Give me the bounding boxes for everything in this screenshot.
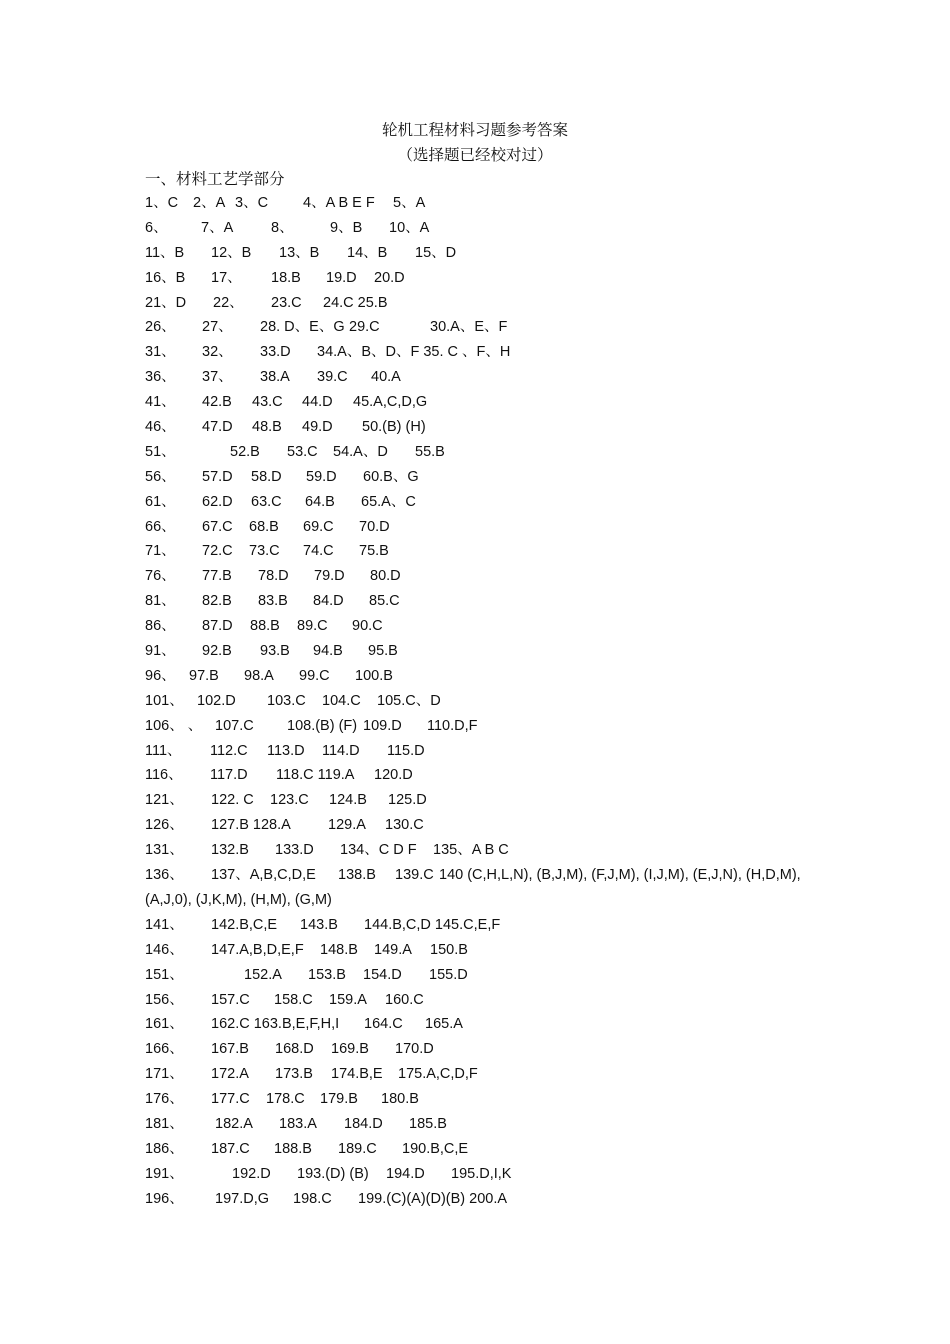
answer-item: 143.B (300, 916, 338, 933)
answer-item: 157.C (211, 991, 250, 1008)
answer-item: 126、 (145, 817, 184, 834)
answer-item: 164.C (364, 1016, 403, 1033)
answer-item: 19.D (326, 269, 357, 286)
answer-item: 131、 (145, 842, 184, 859)
answer-line (145, 913, 825, 938)
answer-item: 16、B (145, 269, 186, 286)
answer-item: 22、 (213, 294, 244, 311)
answer-line (145, 1137, 825, 1162)
answer-line (145, 988, 825, 1013)
answer-item: 33.D (260, 344, 291, 361)
answer-line (145, 863, 825, 888)
answer-line (145, 191, 825, 216)
answer-item: 199.(C)(A)(D)(B) 200.A (358, 1190, 508, 1207)
answer-item: 165.A (425, 1016, 463, 1033)
answer-item: 26、 (145, 319, 176, 336)
answer-item: 15、D (415, 244, 457, 261)
answer-item: 148.B (320, 941, 358, 958)
answer-item: 46、 (145, 419, 176, 436)
answer-item: 47.D (202, 419, 233, 436)
answer-item: 77.B (202, 568, 232, 585)
answer-item: 173.B (275, 1066, 313, 1083)
answer-item: 193.(D) (B) (297, 1165, 369, 1182)
answer-item: 69.C (303, 518, 334, 535)
answer-item: 158.C (274, 991, 313, 1008)
answer-item: 55.B (415, 443, 445, 460)
answer-item: 140 (C,H,L,N), (B,J,M), (F,J,M), (I,J,M), (E,J,N), (H,D,M), (439, 867, 801, 884)
answer-item: 185.B (409, 1115, 447, 1132)
answer-item: 54.A、D (333, 443, 388, 460)
answer-item: 155.D (429, 966, 468, 983)
answer-item: 51、 (145, 443, 176, 460)
answer-item: 60.B、G (363, 468, 419, 485)
answer-item: 106、 、 (145, 717, 203, 734)
answer-item: 67.C (202, 518, 233, 535)
answer-item: 56、 (145, 468, 176, 485)
answer-line (145, 589, 825, 614)
answer-line (145, 340, 825, 365)
answer-line (145, 266, 825, 291)
answer-item: 62.D (202, 493, 233, 510)
answer-item: 122. C (211, 792, 254, 809)
answer-item: 50.(B) (H) (362, 419, 426, 436)
answer-item: 177.C (211, 1091, 250, 1108)
answer-line (145, 888, 825, 913)
answer-line (145, 763, 825, 788)
answer-item: 192.D (232, 1165, 271, 1182)
answer-item: 78.D (258, 568, 289, 585)
answer-item: 34.A、B、D、F 35. C 、F、H (317, 344, 511, 361)
answer-item: 39.C (317, 369, 348, 386)
answer-item: 133.D (275, 842, 314, 859)
answer-item: 110.D,F (427, 717, 478, 734)
answer-item: 38.A (260, 369, 290, 386)
answer-item: 186、 (145, 1140, 184, 1157)
answer-item: 168.D (275, 1041, 314, 1058)
answer-item: 109.D (363, 717, 402, 734)
answer-item: 183.A (279, 1115, 317, 1132)
answer-item: 79.D (314, 568, 345, 585)
answer-line (145, 465, 825, 490)
answer-line (145, 539, 825, 564)
answer-item: 4、A B E F (303, 195, 375, 211)
answer-item: 132.B (211, 842, 249, 859)
answer-item: 86、 (145, 618, 176, 635)
answer-item: 59.D (306, 468, 337, 485)
answer-item: 75.B (359, 543, 389, 560)
answer-line (145, 963, 825, 988)
answer-item: 141、 (145, 916, 184, 933)
answer-item: 129.A (328, 817, 366, 834)
answer-item: 166、 (145, 1041, 184, 1058)
answer-item: 176、 (145, 1091, 184, 1108)
answer-item: 17、 (211, 269, 242, 286)
answer-item: 127.B 128.A (211, 817, 291, 834)
answer-line (145, 689, 825, 714)
answer-line (145, 515, 825, 540)
answer-item: 84.D (313, 593, 344, 610)
answer-item: 95.B (368, 643, 398, 660)
answer-item: 91、 (145, 643, 176, 660)
answer-item: 2、A (193, 195, 226, 211)
answer-item: 135、A B C (433, 842, 509, 859)
answer-item: 13、B (279, 244, 320, 261)
answer-item: 20.D (374, 269, 405, 286)
answer-item: 147.A,B,D,E,F (211, 941, 304, 958)
answer-item: 23.C (271, 294, 302, 311)
answer-item: 121、 (145, 792, 184, 809)
answer-line (145, 938, 825, 963)
answer-item: 137、A,B,C,D,E (211, 867, 316, 884)
answer-item: 118.C 119.A (276, 767, 355, 784)
answer-list (145, 191, 825, 1212)
answer-item: 63.C (251, 493, 282, 510)
answer-line (145, 315, 825, 340)
answer-item: 107.C (215, 717, 254, 734)
answer-item: 191、 (145, 1165, 184, 1182)
answer-item: 194.D (386, 1165, 425, 1182)
answer-item: 21、D (145, 294, 187, 311)
answer-item: 120.D (374, 767, 413, 784)
answer-item: 36、 (145, 369, 176, 386)
answer-item: 175.A,C,D,F (398, 1066, 478, 1083)
answer-item: 142.B,C,E (211, 916, 278, 933)
answer-item: 114.D (322, 742, 360, 759)
answer-item: 160.C (385, 991, 424, 1008)
answer-item: 99.C (299, 667, 330, 684)
answer-item: 74.C (303, 543, 334, 560)
answer-item: 172.A (211, 1066, 249, 1083)
answer-item: 104.C (322, 692, 361, 709)
answer-item: 161、 (145, 1016, 184, 1033)
answer-item: 73.C (249, 543, 280, 560)
answer-item: 153.B (308, 966, 346, 983)
answer-item: 112.C (210, 742, 248, 759)
answer-item: 196、 (145, 1190, 184, 1207)
answer-line (145, 440, 825, 465)
answer-item: 190.B,C,E (402, 1140, 469, 1157)
answer-item: 130.C (385, 817, 424, 834)
answer-item: 151、 (145, 966, 184, 983)
answer-item: 76、 (145, 568, 176, 585)
answer-line (145, 564, 825, 589)
answer-item: 68.B (249, 518, 279, 535)
answer-item: 80.D (370, 568, 401, 585)
answer-item: 116、 (145, 767, 183, 784)
answer-item: 124.B (329, 792, 367, 809)
answer-item: 184.D (344, 1115, 383, 1132)
answer-item: 198.C (293, 1190, 332, 1207)
answer-item: 14、B (347, 244, 388, 261)
answer-line (145, 788, 825, 813)
answer-item: 171、 (145, 1066, 184, 1083)
answer-item: 92.B (202, 643, 232, 660)
answer-item: 170.D (395, 1041, 434, 1058)
answer-item: 108.(B) (F) (287, 717, 358, 734)
answer-line (145, 1062, 825, 1087)
answer-item: 187.C (211, 1140, 250, 1157)
answer-item: 115.D (387, 742, 425, 759)
answer-item: 18.B (271, 269, 301, 286)
answer-item: 5、A (393, 195, 426, 211)
answer-line (145, 739, 825, 764)
answer-item: 149.A (374, 941, 412, 958)
answer-item: 37、 (202, 369, 233, 386)
answer-item: 83.B (258, 593, 288, 610)
answer-item: 72.C (202, 543, 233, 560)
answer-item: 152.A (244, 966, 282, 983)
answer-item: 44.D (302, 394, 333, 411)
answer-item: 31、 (145, 344, 176, 361)
answer-line (145, 639, 825, 664)
section-heading: 一、材料工艺学部分 (145, 170, 285, 188)
answer-item: 179.B (320, 1091, 358, 1108)
answer-line (145, 365, 825, 390)
answer-item: 45.A,C,D,G (353, 394, 428, 411)
answer-item: 159.A (329, 991, 367, 1008)
answer-item: 32、 (202, 344, 233, 361)
answer-item: 71、 (145, 543, 176, 560)
answer-item: 189.C (338, 1140, 377, 1157)
answer-item: 66、 (145, 518, 176, 535)
answer-line (145, 714, 825, 739)
answer-item: 100.B (355, 667, 393, 684)
document-title: 轮机工程材料习题参考答案 (381, 121, 568, 139)
answer-line (145, 1012, 825, 1037)
answer-item: 87.D (202, 618, 233, 635)
answer-item: 42.B (202, 394, 232, 411)
answer-item: 150.B (430, 941, 468, 958)
answer-line (145, 664, 825, 689)
answer-item: 103.C (267, 692, 306, 709)
answer-item: 1、C (145, 195, 179, 211)
answer-item: 8、 (271, 219, 294, 236)
answer-item: 188.B (274, 1140, 312, 1157)
answer-item: 58.D (251, 468, 282, 485)
answer-item: 11、B (145, 244, 185, 261)
answer-item: (A,J,0), (J,K,M), (H,M), (G,M) (145, 891, 332, 908)
answer-item: 123.C (270, 792, 309, 809)
answer-item: 197.D,G (215, 1190, 269, 1207)
answer-line (145, 291, 825, 316)
answer-item: 3、C (235, 195, 269, 211)
answer-line (145, 614, 825, 639)
answer-item: 30.A、E、F (430, 319, 508, 336)
answer-item: 134、C D F (340, 842, 417, 859)
answer-item: 90.C (352, 618, 383, 635)
answer-item: 169.B (331, 1041, 369, 1058)
answer-item: 29.C (349, 319, 380, 336)
answer-line (145, 216, 825, 241)
document-subtitle: （选择题已经校对过） (397, 146, 553, 164)
answer-item: 125.D (388, 792, 427, 809)
answer-item: 53.C (287, 443, 318, 460)
answer-item: 105.C、D (377, 692, 441, 709)
answer-item: 180.B (381, 1091, 419, 1108)
answer-item: 162.C 163.B,E,F,H,I (211, 1016, 340, 1033)
answer-line (145, 1037, 825, 1062)
answer-item: 96、 (145, 667, 176, 684)
answer-line (145, 813, 825, 838)
answer-line (145, 1112, 825, 1137)
answer-item: 7、A (201, 219, 234, 236)
answer-item: 49.D (302, 419, 333, 436)
answer-line (145, 1087, 825, 1112)
answer-item: 41、 (145, 394, 176, 411)
answer-item: 52.B (230, 443, 260, 460)
answer-item: 88.B (250, 618, 280, 635)
answer-item: 117.D (210, 767, 248, 784)
answer-item: 138.B (338, 867, 376, 884)
answer-item: 156、 (145, 991, 184, 1008)
answer-line (145, 1162, 825, 1187)
answer-item: 93.B (260, 643, 290, 660)
answer-item: 40.A (371, 369, 401, 386)
answer-item: 111、 (145, 742, 182, 759)
answer-item: 43.C (252, 394, 283, 411)
answer-item: 70.D (359, 518, 390, 535)
answer-line (145, 838, 825, 863)
answer-item: 144.B,C,D 145.C,E,F (364, 916, 501, 933)
answer-line (145, 415, 825, 440)
answer-item: 178.C (266, 1091, 305, 1108)
answer-item: 27、 (202, 319, 233, 336)
answer-item: 139.C (395, 867, 434, 884)
answer-item: 65.A、C (361, 493, 416, 510)
answer-item: 6、 (145, 219, 168, 236)
answer-item: 97.B (189, 667, 219, 684)
answer-item: 9、B (330, 219, 363, 236)
answer-item: 24.C 25.B (323, 294, 388, 311)
answer-item: 102.D (197, 692, 236, 709)
answer-item: 94.B (313, 643, 343, 660)
answer-line (145, 490, 825, 515)
answer-item: 113.D (267, 742, 305, 759)
answer-line (145, 241, 825, 266)
answer-item: 101、 (145, 692, 184, 709)
answer-item: 146、 (145, 941, 184, 958)
answer-item: 64.B (305, 493, 335, 510)
answer-item: 57.D (202, 468, 233, 485)
answer-item: 28. D、E、G (260, 319, 345, 336)
answer-item: 182.A (215, 1115, 253, 1132)
answer-item: 61、 (145, 493, 176, 510)
answer-line (145, 390, 825, 415)
answer-item: 195.D,I,K (451, 1165, 512, 1182)
answer-item: 82.B (202, 593, 232, 610)
answer-item: 81、 (145, 593, 176, 610)
answer-line (145, 1187, 825, 1212)
answer-item: 181、 (145, 1115, 184, 1132)
answer-item: 12、B (211, 244, 252, 261)
answer-item: 167.B (211, 1041, 249, 1058)
answer-item: 98.A (244, 667, 274, 684)
answer-item: 89.C (297, 618, 328, 635)
answer-item: 48.B (252, 419, 282, 436)
answer-item: 10、A (389, 219, 430, 236)
answer-item: 174.B,E (331, 1066, 383, 1083)
answer-item: 85.C (369, 593, 400, 610)
answer-item: 136、 (145, 867, 184, 884)
answer-item: 154.D (363, 966, 402, 983)
